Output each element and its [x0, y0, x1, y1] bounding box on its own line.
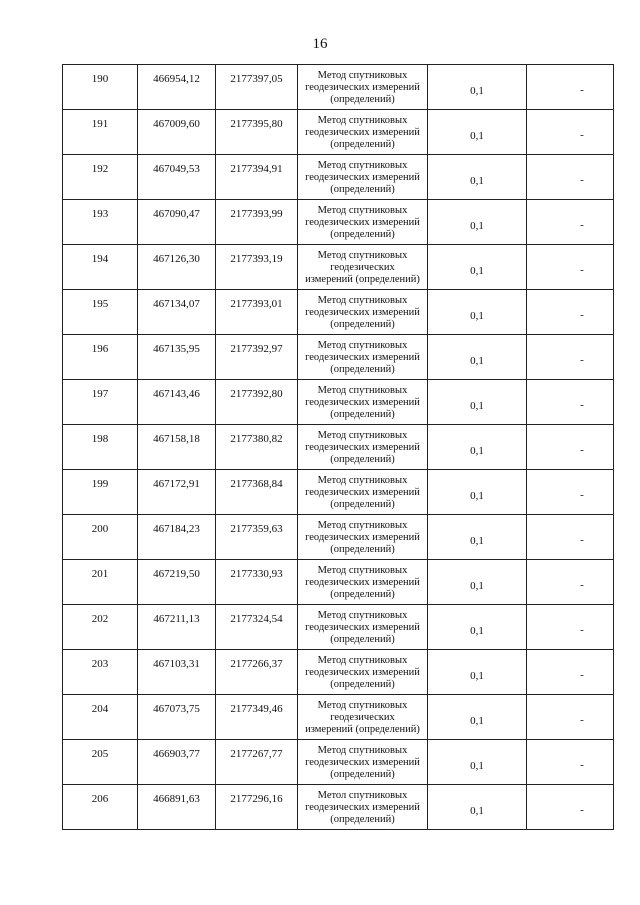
point-number-cell [63, 65, 138, 110]
method-text [298, 515, 427, 556]
note-value: - [580, 669, 584, 681]
point-number-cell [63, 110, 138, 155]
accuracy-cell [428, 650, 527, 695]
point-number-cell [63, 740, 138, 785]
method-line-2: геодезических измерений [305, 217, 420, 228]
note-cell [527, 200, 614, 245]
x-coordinate: 467126,30 [153, 253, 200, 265]
method-line-1: Метод спутниковых [317, 205, 408, 216]
accuracy-value: 0,1 [470, 130, 484, 142]
method-text [298, 560, 427, 601]
note-value: - [580, 579, 584, 591]
accuracy-cell [428, 740, 527, 785]
method-line-1: Метод спутниковых [317, 475, 408, 486]
point-number: 205 [91, 748, 109, 760]
point-number: 192 [91, 163, 109, 175]
table-row [63, 200, 614, 245]
x-coordinate: 467219,50 [153, 568, 200, 580]
x-coordinate: 467143,46 [153, 388, 200, 400]
method-line-3: (определений) [330, 364, 395, 375]
note-cell [527, 470, 614, 515]
point-number: 206 [91, 793, 109, 805]
note-value: - [580, 309, 584, 321]
method-cell [298, 380, 428, 425]
point-number-cell [63, 290, 138, 335]
method-cell [298, 785, 428, 830]
page-number: 16 [312, 36, 328, 52]
method-line-3: (определений) [330, 544, 395, 555]
accuracy-cell [428, 785, 527, 830]
accuracy-value: 0,1 [470, 175, 484, 187]
method-line-3: измерений (определений) [305, 274, 420, 285]
method-line-3: (определений) [330, 679, 395, 690]
accuracy-cell [428, 380, 527, 425]
note-cell [527, 695, 614, 740]
y-coordinate: 2177368,84 [230, 478, 283, 490]
x-coordinate-cell [138, 695, 216, 740]
method-line-1: Метод спутниковых [317, 700, 408, 711]
x-coordinate-cell [138, 200, 216, 245]
x-coordinate: 466903,77 [153, 748, 200, 760]
method-line-1: Метод спутниковых [317, 160, 408, 171]
x-coordinate-cell [138, 785, 216, 830]
accuracy-cell [428, 470, 527, 515]
note-value: - [580, 489, 584, 501]
note-value: - [580, 129, 584, 141]
y-coordinate: 2177393,99 [230, 208, 283, 220]
accuracy-value: 0,1 [470, 85, 484, 97]
method-text [298, 605, 427, 646]
method-cell [298, 470, 428, 515]
x-coordinate-cell [138, 560, 216, 605]
y-coordinate: 2177359,63 [230, 523, 283, 535]
accuracy-value: 0,1 [470, 625, 484, 637]
y-coordinate: 2177296,16 [230, 793, 283, 805]
method-cell [298, 695, 428, 740]
method-cell [298, 650, 428, 695]
method-cell [298, 200, 428, 245]
y-coordinate: 2177395,80 [230, 118, 283, 130]
accuracy-cell [428, 290, 527, 335]
point-number-cell [63, 605, 138, 650]
y-coordinate-cell [216, 290, 298, 335]
y-coordinate-cell [216, 650, 298, 695]
method-cell [298, 290, 428, 335]
method-text [298, 425, 427, 466]
method-line-3: (определений) [330, 499, 395, 510]
point-number: 190 [91, 73, 109, 85]
accuracy-value: 0,1 [470, 580, 484, 592]
point-number-cell [63, 245, 138, 290]
method-line-3: (определений) [330, 454, 395, 465]
x-coordinate: 467090,47 [153, 208, 200, 220]
method-line-2: геодезических измерений [305, 307, 420, 318]
point-number: 203 [91, 658, 109, 670]
method-line-3: (определений) [330, 409, 395, 420]
x-coordinate-cell [138, 650, 216, 695]
point-number: 194 [91, 253, 109, 265]
accuracy-value: 0,1 [470, 310, 484, 322]
y-coordinate-cell [216, 605, 298, 650]
point-number-cell [63, 200, 138, 245]
method-line-2: геодезических измерений [305, 172, 420, 183]
method-line-2: геодезических измерений [305, 397, 420, 408]
note-cell [527, 560, 614, 605]
accuracy-value: 0,1 [470, 445, 484, 457]
note-value: - [580, 624, 584, 636]
point-number: 196 [91, 343, 109, 355]
point-number-cell [63, 515, 138, 560]
table-row [63, 650, 614, 695]
table-row [63, 695, 614, 740]
point-number-cell [63, 695, 138, 740]
note-cell [527, 515, 614, 560]
note-value: - [580, 354, 584, 366]
y-coordinate: 2177380,82 [230, 433, 283, 445]
x-coordinate: 467009,60 [153, 118, 200, 130]
accuracy-cell [428, 425, 527, 470]
y-coordinate: 2177394,91 [230, 163, 283, 175]
method-cell [298, 245, 428, 290]
method-cell [298, 155, 428, 200]
y-coordinate-cell [216, 380, 298, 425]
method-cell [298, 740, 428, 785]
method-text [298, 155, 427, 196]
method-line-1: Метод спутниковых [317, 520, 408, 531]
y-coordinate: 2177392,97 [230, 343, 283, 355]
point-number: 199 [91, 478, 109, 490]
method-line-2: геодезических измерений [305, 577, 420, 588]
note-cell [527, 290, 614, 335]
note-value: - [580, 534, 584, 546]
y-coordinate: 2177393,01 [230, 298, 283, 310]
y-coordinate-cell [216, 425, 298, 470]
method-line-1: Метод спутниковых [317, 610, 408, 621]
table-row [63, 515, 614, 560]
y-coordinate-cell [216, 470, 298, 515]
point-number: 202 [91, 613, 109, 625]
note-cell [527, 65, 614, 110]
note-value: - [580, 804, 584, 816]
x-coordinate-cell [138, 335, 216, 380]
method-text [298, 695, 427, 736]
note-cell [527, 110, 614, 155]
x-coordinate: 467211,13 [153, 613, 200, 625]
x-coordinate-cell [138, 110, 216, 155]
accuracy-value: 0,1 [470, 490, 484, 502]
method-line-2: геодезических [330, 262, 395, 273]
accuracy-value: 0,1 [470, 805, 484, 817]
point-number-cell [63, 785, 138, 830]
method-line-1: Метод спутниковых [317, 115, 408, 126]
note-value: - [580, 84, 584, 96]
note-cell [527, 785, 614, 830]
coordinates-table [62, 64, 614, 830]
method-line-2: геодезических [330, 712, 395, 723]
x-coordinate-cell [138, 515, 216, 560]
note-value: - [580, 264, 584, 276]
x-coordinate: 466954,12 [153, 73, 200, 85]
method-cell [298, 425, 428, 470]
x-coordinate: 467135,95 [153, 343, 200, 355]
y-coordinate: 2177330,93 [230, 568, 283, 580]
note-cell [527, 425, 614, 470]
point-number-cell [63, 470, 138, 515]
method-line-1: Метод спутниковых [317, 385, 408, 396]
point-number-cell [63, 155, 138, 200]
note-value: - [580, 219, 584, 231]
method-line-3: (определений) [330, 229, 395, 240]
method-line-2: геодезических измерений [305, 532, 420, 543]
accuracy-value: 0,1 [470, 670, 484, 682]
accuracy-value: 0,1 [470, 220, 484, 232]
y-coordinate-cell [216, 740, 298, 785]
x-coordinate: 467184,23 [153, 523, 200, 535]
accuracy-value: 0,1 [470, 715, 484, 727]
method-line-2: геодезических измерений [305, 127, 420, 138]
x-coordinate: 467158,18 [153, 433, 200, 445]
method-line-1: Метод спутниковых [317, 565, 408, 576]
note-value: - [580, 174, 584, 186]
accuracy-cell [428, 515, 527, 560]
table-row [63, 425, 614, 470]
accuracy-cell [428, 65, 527, 110]
y-coordinate: 2177324,54 [230, 613, 283, 625]
method-line-2: геодезических измерений [305, 352, 420, 363]
accuracy-cell [428, 560, 527, 605]
x-coordinate: 467172,91 [153, 478, 200, 490]
method-line-3: измерений (определений) [305, 724, 420, 735]
method-line-3: (определений) [330, 769, 395, 780]
method-cell [298, 335, 428, 380]
method-line-2: геодезических измерений [305, 667, 420, 678]
method-text [298, 740, 427, 781]
y-coordinate-cell [216, 110, 298, 155]
method-text [298, 245, 427, 286]
method-text [298, 785, 427, 826]
note-value: - [580, 399, 584, 411]
method-text [298, 335, 427, 376]
x-coordinate-cell [138, 245, 216, 290]
accuracy-value: 0,1 [470, 355, 484, 367]
table-row [63, 110, 614, 155]
point-number: 191 [91, 118, 109, 130]
method-text [298, 470, 427, 511]
method-cell [298, 560, 428, 605]
accuracy-value: 0,1 [470, 535, 484, 547]
point-number-cell [63, 650, 138, 695]
method-line-3: (определений) [330, 814, 395, 825]
point-number: 204 [91, 703, 109, 715]
table-row [63, 560, 614, 605]
point-number-cell [63, 560, 138, 605]
y-coordinate: 2177392,80 [230, 388, 283, 400]
x-coordinate-cell [138, 380, 216, 425]
accuracy-cell [428, 335, 527, 380]
x-coordinate: 467103,31 [153, 658, 200, 670]
y-coordinate-cell [216, 785, 298, 830]
x-coordinate-cell [138, 425, 216, 470]
y-coordinate: 2177393,19 [230, 253, 283, 265]
accuracy-value: 0,1 [470, 400, 484, 412]
method-line-1: Метод спутниковых [317, 430, 408, 441]
y-coordinate: 2177266,37 [230, 658, 283, 670]
point-number-cell [63, 335, 138, 380]
point-number: 201 [91, 568, 109, 580]
method-text [298, 200, 427, 241]
point-number: 198 [91, 433, 109, 445]
note-value: - [580, 759, 584, 771]
y-coordinate-cell [216, 65, 298, 110]
table-row [63, 65, 614, 110]
x-coordinate-cell [138, 155, 216, 200]
y-coordinate: 2177267,77 [230, 748, 283, 760]
note-cell [527, 380, 614, 425]
x-coordinate: 467134,07 [153, 298, 200, 310]
method-cell [298, 110, 428, 155]
method-text [298, 290, 427, 331]
point-number: 193 [91, 208, 109, 220]
method-text [298, 650, 427, 691]
method-line-3: (определений) [330, 634, 395, 645]
accuracy-cell [428, 245, 527, 290]
method-line-1: Метод спутниковых [317, 70, 408, 81]
method-line-2: геодезических измерений [305, 802, 420, 813]
method-line-2: геодезических измерений [305, 622, 420, 633]
note-cell [527, 605, 614, 650]
method-line-1: Метод спутниковых [317, 745, 408, 756]
x-coordinate: 467049,53 [153, 163, 200, 175]
table-row [63, 605, 614, 650]
note-value: - [580, 444, 584, 456]
point-number: 197 [91, 388, 109, 400]
note-cell [527, 155, 614, 200]
method-line-1: Метод спутниковых [317, 655, 408, 666]
point-number-cell [63, 425, 138, 470]
y-coordinate-cell [216, 245, 298, 290]
table-row [63, 740, 614, 785]
point-number: 200 [91, 523, 109, 535]
method-line-2: геодезических измерений [305, 82, 420, 93]
method-line-2: геодезических измерений [305, 487, 420, 498]
note-value: - [580, 714, 584, 726]
method-text [298, 380, 427, 421]
note-cell [527, 740, 614, 785]
method-line-2: геодезических измерений [305, 442, 420, 453]
table-row [63, 290, 614, 335]
method-line-2: геодезических измерений [305, 757, 420, 768]
method-line-1: Метод спутниковых [317, 340, 408, 351]
y-coordinate-cell [216, 155, 298, 200]
point-number-cell [63, 380, 138, 425]
method-text [298, 110, 427, 151]
y-coordinate-cell [216, 695, 298, 740]
method-line-3: (определений) [330, 184, 395, 195]
method-text [298, 65, 427, 106]
method-line-1: Метод спутниковых [317, 250, 408, 261]
table-row [63, 335, 614, 380]
accuracy-value: 0,1 [470, 760, 484, 772]
method-line-1: Метол спутниковых [317, 790, 408, 801]
method-line-3: (определений) [330, 139, 395, 150]
table-row [63, 245, 614, 290]
x-coordinate-cell [138, 605, 216, 650]
method-cell [298, 605, 428, 650]
y-coordinate: 2177349,46 [230, 703, 283, 715]
x-coordinate: 467073,75 [153, 703, 200, 715]
note-cell [527, 245, 614, 290]
method-line-3: (определений) [330, 319, 395, 330]
x-coordinate-cell [138, 470, 216, 515]
method-cell [298, 515, 428, 560]
table-row [63, 470, 614, 515]
note-cell [527, 335, 614, 380]
accuracy-cell [428, 200, 527, 245]
y-coordinate-cell [216, 335, 298, 380]
accuracy-value: 0,1 [470, 265, 484, 277]
method-line-3: (определений) [330, 589, 395, 600]
table-row [63, 155, 614, 200]
table-row [63, 380, 614, 425]
method-line-1: Метод спутниковых [317, 295, 408, 306]
table-row [63, 785, 614, 830]
y-coordinate-cell [216, 515, 298, 560]
y-coordinate-cell [216, 200, 298, 245]
note-cell [527, 650, 614, 695]
y-coordinate: 2177397,05 [230, 73, 283, 85]
accuracy-cell [428, 155, 527, 200]
accuracy-cell [428, 110, 527, 155]
x-coordinate: 466891,63 [153, 793, 200, 805]
point-number: 195 [91, 298, 109, 310]
method-line-3: (определений) [330, 94, 395, 105]
method-cell [298, 65, 428, 110]
x-coordinate-cell [138, 65, 216, 110]
coordinates-table-body [63, 65, 614, 830]
y-coordinate-cell [216, 560, 298, 605]
accuracy-cell [428, 605, 527, 650]
x-coordinate-cell [138, 740, 216, 785]
accuracy-cell [428, 695, 527, 740]
x-coordinate-cell [138, 290, 216, 335]
